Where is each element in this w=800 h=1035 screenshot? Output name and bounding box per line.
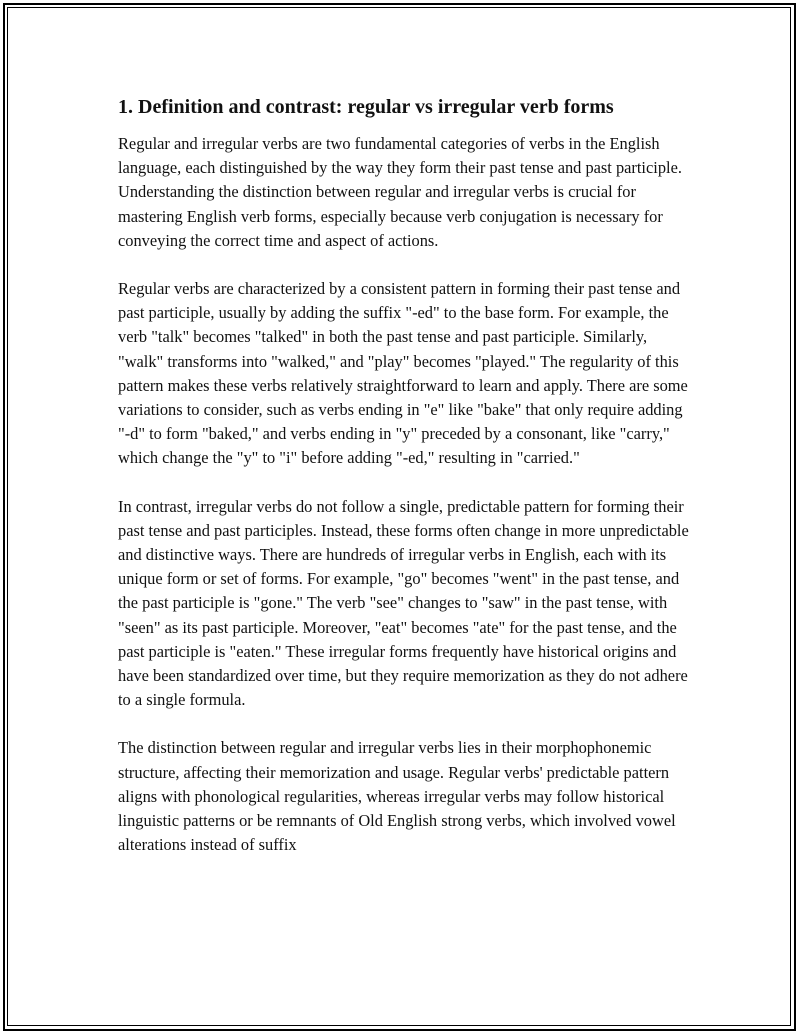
document-body	[118, 94, 690, 881]
paragraph-1: Regular and irregular verbs are two fundamental categories of verbs in the English language, each distinguished by the way they form their past tense and past participle. Understanding the distinction between regular and irregular verbs is crucial for mastering English verb forms, especially because verb conjugation is necessary for conveying the correct time and aspect of actions.	[118, 134, 682, 250]
paragraph-3: In contrast, irregular verbs do not follow a single, predictable pattern for forming their past tense and past participles. Instead, these forms often change in more unpredictable and distinctive ways. There are hundreds of irregular verbs in English, each with its unique form or set of forms. For example, "go" becomes "went" in the past tense, and the past participle is "gone." The verb "see" changes to "saw" in the past tense, with "seen" as its past participle. Moreover, "eat" becomes "ate" for the past tense, and the past participle is "eaten." These irregular forms frequently have historical origins and have been standardized over time, but they require memorization as they do not adhere to a single formula.	[118, 496, 689, 710]
paragraph-4: The distinction between regular and irregular verbs lies in their morphophonemic structure, affecting their memorization and usage. Regular verbs' predictable pattern aligns with phonological regularities, whereas irregular verbs may follow historical linguistic patterns or be remnants of Old English strong verbs, which involved vowel alterations instead of suffix	[118, 738, 676, 855]
paragraph-2: Regular verbs are characterized by a consistent pattern in forming their past tense and past participle, usually by adding the suffix "-ed" to the base form. For example, the verb "talk" becomes "talked" in both the past tense and past participle. Similarly, "walk" transforms into "walked," and "play" becomes "played." The regularity of this pattern makes these verbs relatively straightforward to learn and apply. There are some variations to consider, such as verbs ending in "e" like "bake" that only require adding "-d" to form "baked," and verbs ending in "y" preceded by a consonant, like "carry," which change the "y" to "i" before adding "-ed," resulting in "carried."	[118, 279, 688, 468]
section-heading: 1. Definition and contrast: regular vs irregular verb forms	[118, 96, 614, 118]
